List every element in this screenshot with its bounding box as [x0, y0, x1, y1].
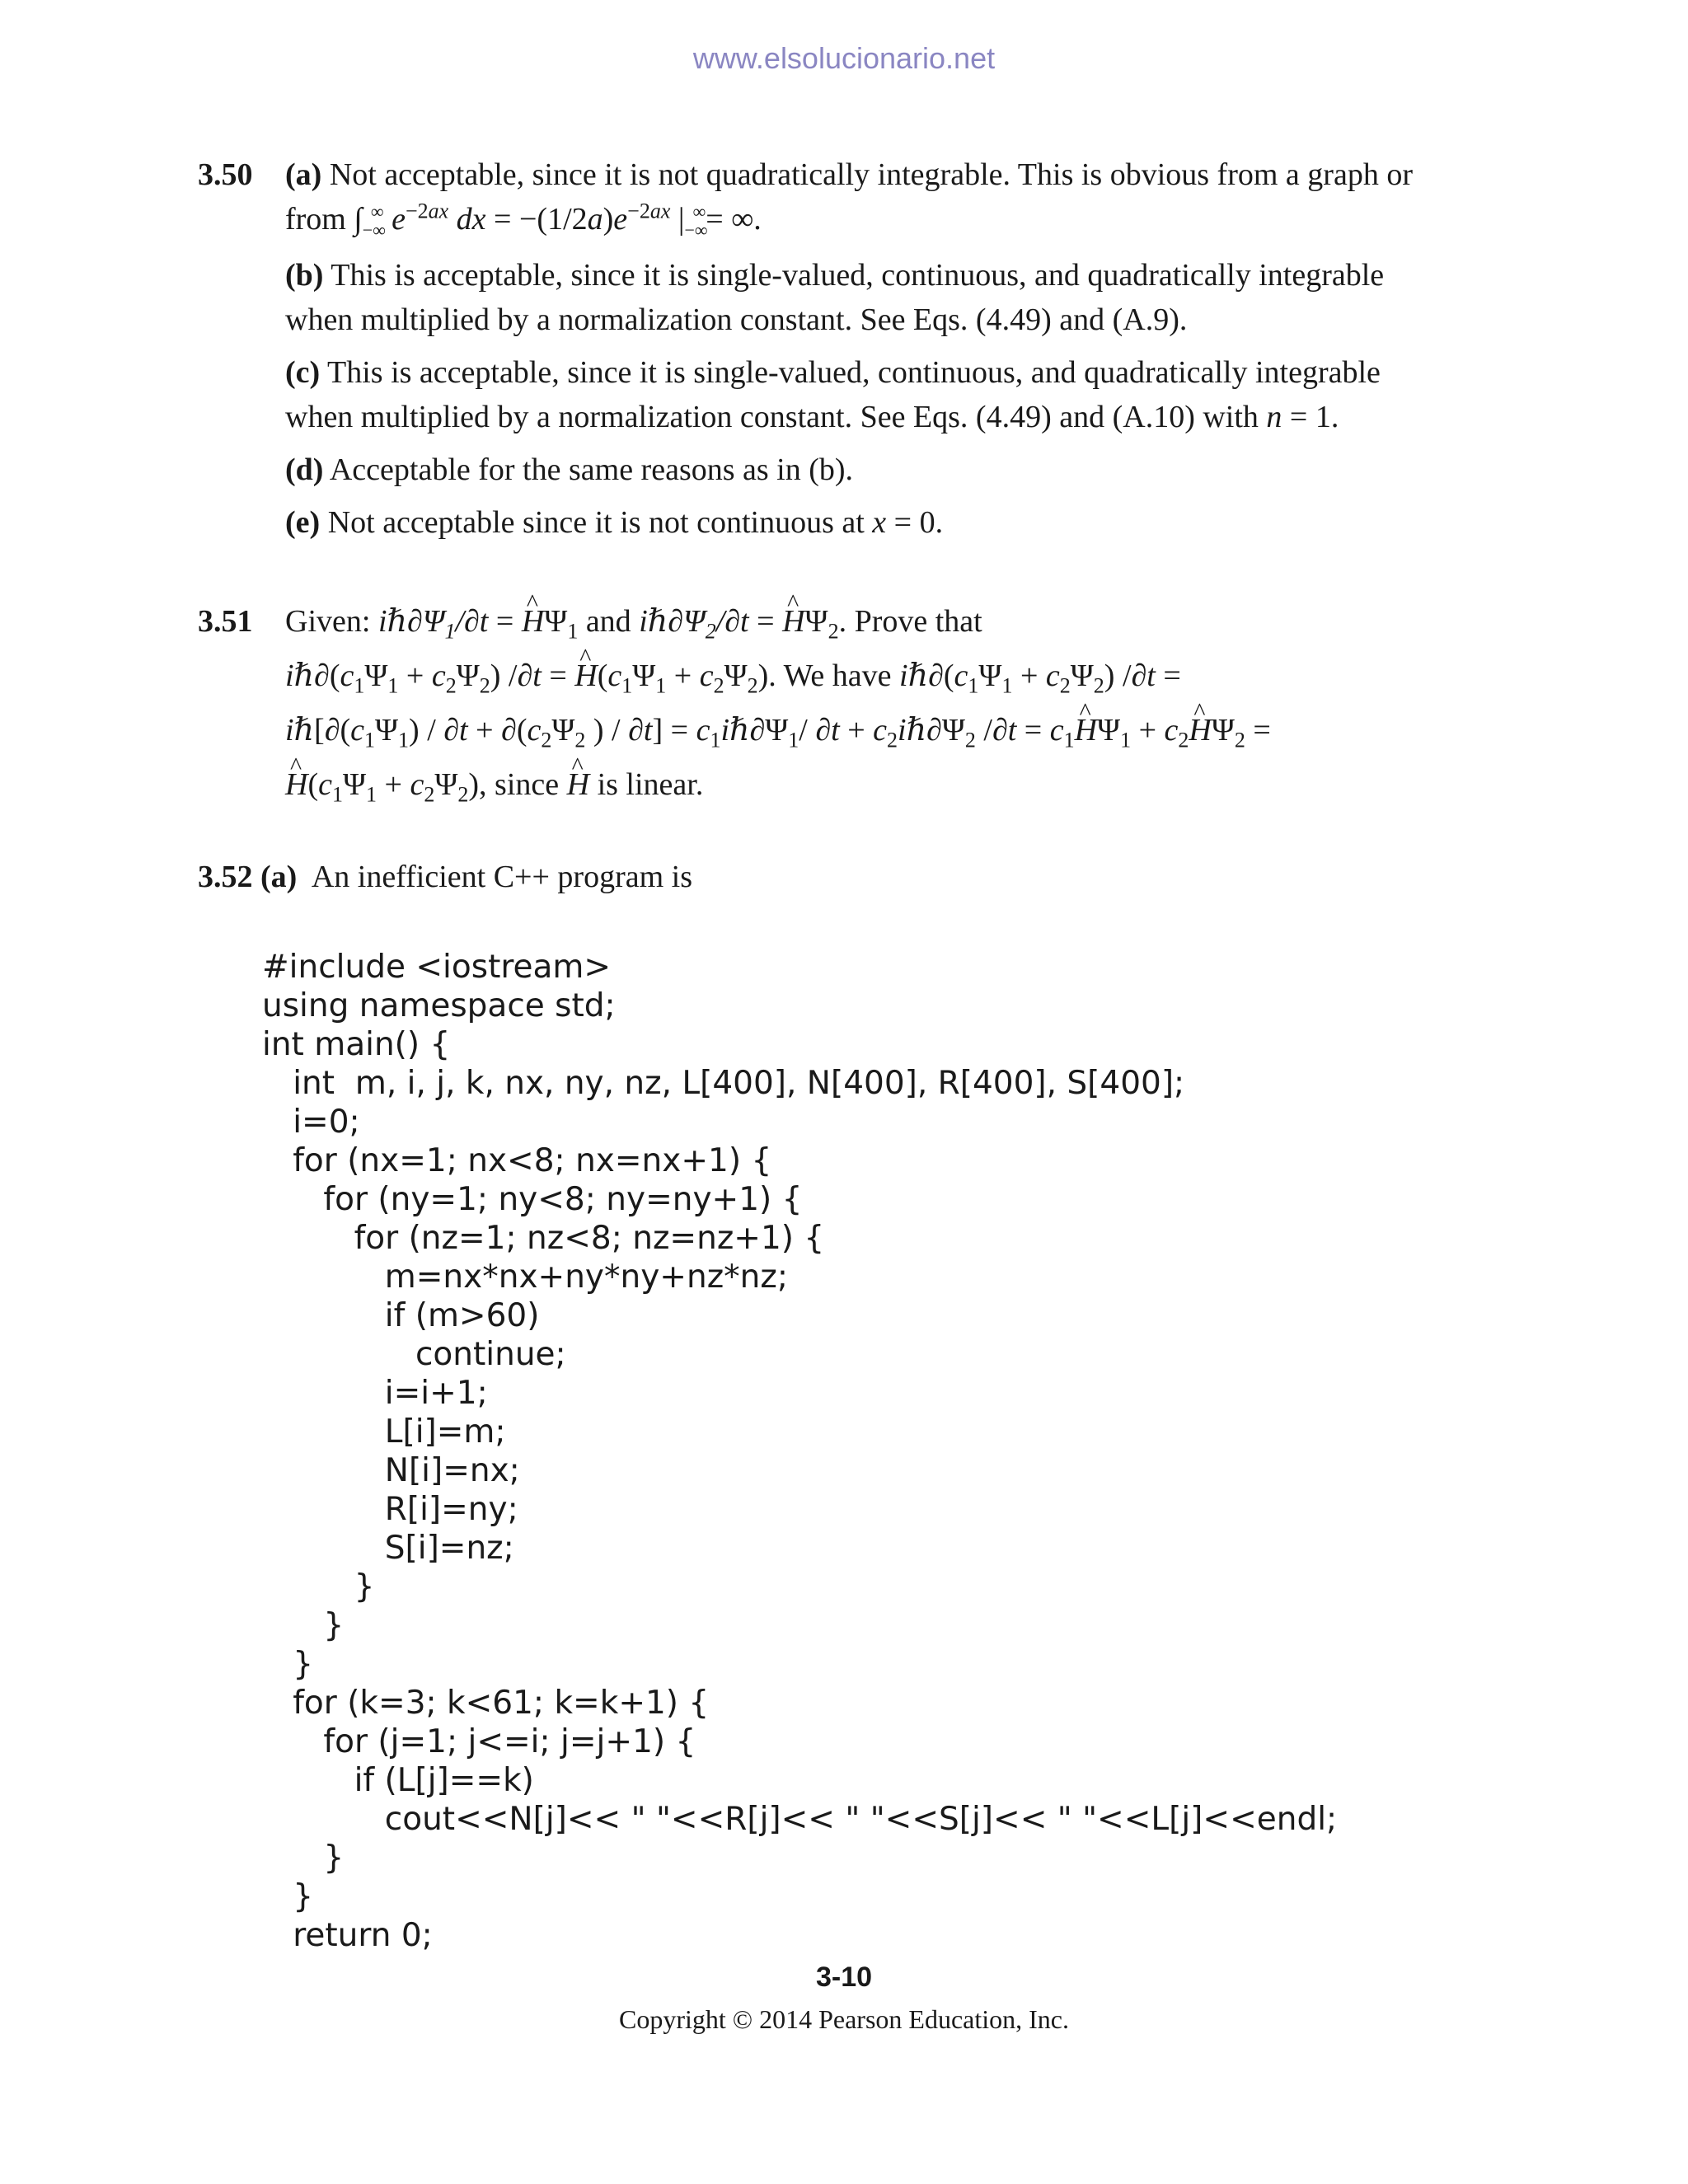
- equation-line-2: $i\hbar\partial(c_1\Psi_1 + c_2\Psi_2) /\partial t$ = ^ $H(c_1\Psi_1 + c_2\Psi_2)$. We have $i\hbar\partial(c_1\Psi_1 + c_2\Psi_2) /\partial t$ =: [285, 649, 1500, 703]
- var-n: n: [1266, 400, 1282, 434]
- code-line: if (m>60): [262, 1297, 540, 1334]
- part-a: [285, 152, 1500, 197]
- problem-number: 3.50: [198, 157, 253, 192]
- code-line: }: [262, 1646, 314, 1683]
- code-line: cout<<N[j]<< " "<<R[j]<< " "<<S[j]<< " "<<L[j]<<endl;: [262, 1801, 1338, 1838]
- var-x: x: [872, 505, 887, 540]
- equation-line-4: ^ $H(c_1\Psi_1 + c_2\Psi_2)$, since ^ H is linear.: [285, 757, 1500, 812]
- code-line: }: [262, 1607, 345, 1644]
- part-label: (b): [285, 258, 324, 293]
- code-line: continue;: [262, 1336, 566, 1373]
- code-line: int main() {: [262, 1026, 451, 1063]
- part-a: [198, 855, 1500, 899]
- part-text: An inefficient C++ program is: [311, 860, 692, 894]
- since-word: , since: [479, 767, 560, 802]
- code-line: N[i]=nx;: [262, 1452, 520, 1489]
- linear-text: is linear.: [597, 767, 704, 802]
- code-line: for (j=1; j<=i; j=j+1) {: [262, 1723, 696, 1760]
- page-number: 3-10: [815, 1961, 873, 1993]
- and-word: and: [585, 604, 631, 639]
- prove-text: . Prove that: [838, 604, 982, 639]
- part-d: [285, 448, 1500, 492]
- code-line: }: [262, 1878, 314, 1915]
- problem-number: 3.51: [198, 604, 253, 639]
- we-have-text: . We have: [768, 658, 892, 693]
- part-label: (a): [260, 860, 298, 894]
- code-line: S[i]=nz;: [262, 1530, 514, 1567]
- given-word: Given:: [285, 604, 371, 639]
- part-text: Acceptable for the same reasons as in (b).: [329, 452, 854, 487]
- integral-equation: $\int_{-\infty}^\infty$ $e^{-2ax}$ dx = $-(1/2a)e^{-2ax}$ $|_{-\infty}^\infty=$ ∞.: [354, 199, 762, 241]
- problem-3-51: [198, 594, 1500, 812]
- code-line: for (ny=1; ny<8; ny=ny+1) {: [262, 1181, 803, 1218]
- problem-3-50: [198, 152, 1500, 545]
- code-line: for (nz=1; nz<8; nz=nz+1) {: [262, 1220, 825, 1257]
- part-text: Not acceptable since it is not continuous at: [327, 505, 865, 540]
- code-line: using namespace std;: [262, 987, 616, 1024]
- problem-3-52: [198, 855, 1500, 899]
- part-text: when multiplied by a normalization constant. See Eqs. (4.49) and (A.10) with: [285, 400, 1259, 434]
- part-text: = 0.: [893, 505, 944, 540]
- from-word: from: [285, 202, 346, 237]
- code-line: int m, i, j, k, nx, ny, nz, L[400], N[400], R[400], S[400];: [262, 1065, 1185, 1102]
- document-body: [198, 152, 1500, 907]
- part-label: (a): [285, 157, 322, 192]
- part-text: Not acceptable, since it is not quadratically integrable. This is obvious from a graph or: [329, 157, 1413, 192]
- code-line: i=i+1;: [262, 1375, 488, 1412]
- part-label: (d): [285, 452, 324, 487]
- part-text: = 1.: [1289, 400, 1339, 434]
- equation-line-1: Given: $i\hbar\partial\Psi_1/\partial t$ = ^ $H\Psi_1$ and $i\hbar\partial\Psi_2/\partial t$ = ^ $H\Psi_2$. Prove that: [285, 594, 1500, 649]
- copyright-notice: Copyright © 2014 Pearson Education, Inc.: [619, 2004, 1069, 2034]
- code-line: return 0;: [262, 1917, 433, 1954]
- part-c: [285, 350, 1500, 439]
- code-line: }: [262, 1568, 375, 1605]
- code-line: L[i]=m;: [262, 1413, 506, 1451]
- part-a-equation: [285, 197, 1500, 241]
- code-line: R[i]=ny;: [262, 1491, 518, 1528]
- code-line: #include <iostream>: [262, 949, 612, 986]
- part-b: [285, 253, 1500, 342]
- part-e: [285, 500, 1500, 545]
- code-line: if (L[j]==k): [262, 1762, 534, 1799]
- code-line: for (k=3; k<61; k=k+1) {: [262, 1685, 710, 1722]
- part-text: This is acceptable, since it is single-valued, continuous, and quadratically integrable: [327, 355, 1381, 390]
- code-line: m=nx*nx+ny*ny+nz*nz;: [262, 1258, 788, 1296]
- code-line: for (nx=1; nx<8; nx=nx+1) {: [262, 1142, 772, 1179]
- site-watermark: www.elsolucionario.net: [692, 41, 996, 75]
- problem-number: 3.52: [198, 860, 253, 894]
- part-text: This is acceptable, since it is single-valued, continuous, and quadratically integrable: [331, 258, 1385, 293]
- code-line: i=0;: [262, 1104, 360, 1141]
- code-line: }: [262, 1840, 345, 1877]
- equation-line-3: $i\hbar[\partial(c_1\Psi_1) / \partial t + \partial(c_2\Psi_2$ ) / $\partial t] = c_1i\hbar\partial\Psi_1/$ $\partial t + c_2i\hbar\partial\Psi_2$ $/\partial t = c_1\^{}$ $H\Psi_1$ + $c_2\^{}$ $H\Psi_2$ =: [285, 703, 1500, 757]
- part-label: (c): [285, 355, 321, 390]
- part-label: (e): [285, 505, 321, 540]
- cpp-code-block: [262, 948, 1337, 1955]
- part-text: when multiplied by a normalization constant. See Eqs. (4.49) and (A.9).: [285, 302, 1188, 337]
